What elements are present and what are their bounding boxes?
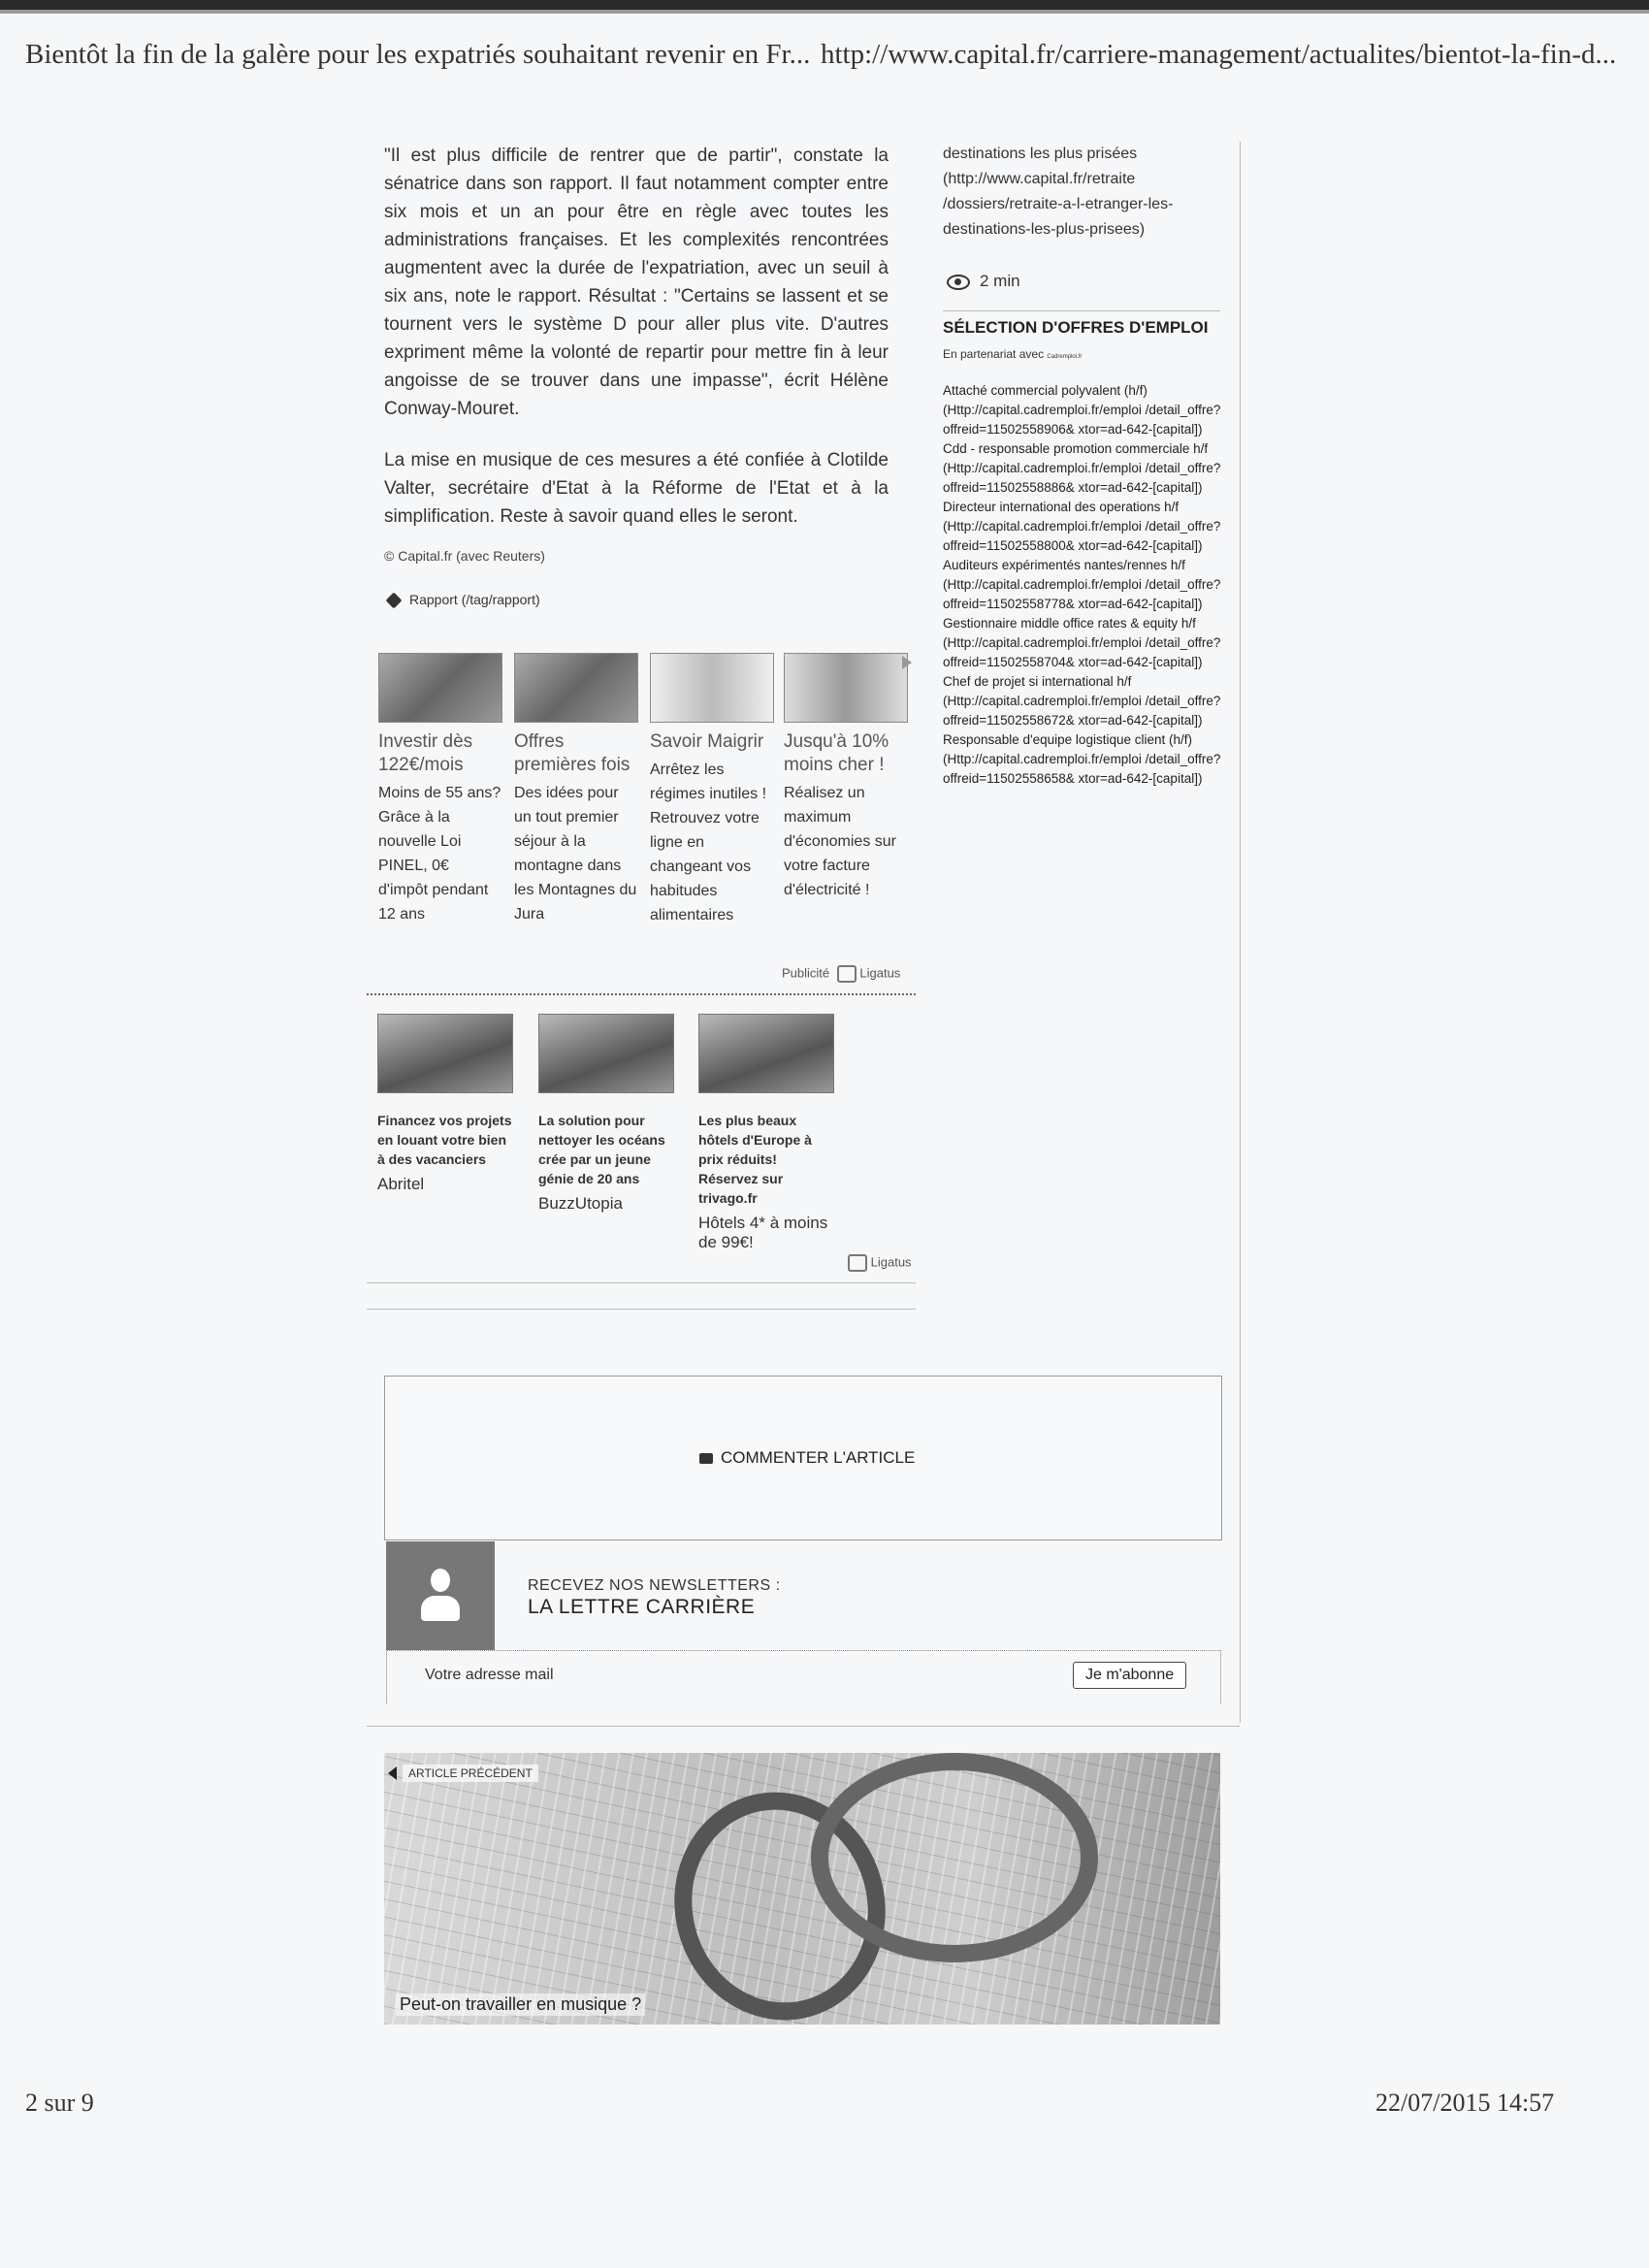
sponsored-title: La solution pour nettoyer les océans crée par un jeune génie de 20 ans: [538, 1113, 665, 1186]
ad-title: Jusqu'à 10% moins cher !: [784, 731, 889, 775]
ad-card[interactable]: [784, 653, 908, 902]
job-list: [943, 381, 1234, 789]
ligatus-logo-icon: [837, 965, 857, 983]
print-page-number: 2 sur 9: [25, 2089, 94, 2117]
comment-button-label: COMMENTER L'ARTICLE: [721, 1448, 916, 1467]
article-paragraph-2: La mise en musique de ces mesures a été confiée à Clotilde Valter, secrétaire d'Etat à la Réforme de l'Etat et à la simplification. Reste à savoir quand elles le seront.: [384, 450, 889, 527]
job-link[interactable]: Cdd - responsable promotion commerciale h/f (Http://capital.cadremploi.fr/emploi /detail_offre?offreid=11502558886& xtor=ad-642-[capital]): [943, 441, 1221, 495]
ad-card[interactable]: [378, 653, 502, 926]
sponsored-title: Financez vos projets en louant votre bien à des vacanciers: [377, 1113, 512, 1167]
job-link[interactable]: Gestionnaire middle office rates & equity h/f (Http://capital.cadremploi.fr/emploi /detail_offre?offreid=11502558704& xtor=ad-642-[capital]): [943, 616, 1221, 669]
ads-separator: [367, 993, 916, 995]
previous-article-label-text: ARTICLE PRÉCÉDENT: [403, 1765, 538, 1782]
separator: [943, 310, 1220, 311]
ad-card[interactable]: [650, 653, 774, 927]
jobs-partner-text: En partenariat avec: [943, 347, 1045, 361]
sponsored-card[interactable]: [377, 1014, 513, 1194]
tag-icon: [386, 593, 403, 609]
headphones-image: [811, 1753, 1098, 1962]
ad-text: Moins de 55 ans? Grâce à la nouvelle Loi PINEL, 0€ d'impôt pendant 12 ans: [378, 785, 501, 923]
ad-thumbnail: [784, 653, 908, 723]
ad-title: Savoir Maigrir: [650, 731, 764, 752]
jobs-title: SÉLECTION D'OFFRES D'EMPLOI: [943, 318, 1209, 337]
person-icon: [421, 1569, 460, 1625]
print-page-title: Bientôt la fin de la galère pour les expatriés souhaitant revenir en Fr...: [25, 39, 811, 70]
print-datetime: 22/07/2015 14:57: [1375, 2089, 1555, 2117]
ad-text: Arrêtez les régimes inutiles ! Retrouvez votre ligne en changeant vos habitudes alimentaires: [650, 761, 767, 923]
sponsored-extra: Hôtels 4* à moins de 99€!: [698, 1214, 828, 1251]
sponsored-title: Les plus beaux hôtels d'Europe à prix réduits! Réservez sur trivago.fr: [698, 1113, 812, 1206]
adchoices-icon[interactable]: [902, 656, 912, 669]
jobs-partner: [943, 347, 1082, 361]
sponsored-card[interactable]: [538, 1014, 674, 1214]
article-source: © Capital.fr (avec Reuters): [384, 548, 545, 564]
newsletter-border: [386, 1650, 387, 1704]
newsletter-subtitle: RECEVEZ NOS NEWSLETTERS :: [528, 1577, 781, 1594]
separator: [367, 1309, 916, 1310]
sponsored-card[interactable]: [698, 1014, 834, 1252]
ad-brand: Ligatus: [859, 965, 901, 981]
print-url: http://www.capital.fr/carriere-management/actualites/bientot-la-fin-d...: [821, 39, 1617, 70]
cadremploi-logo: Cadremploi.fr: [1047, 354, 1083, 360]
job-link[interactable]: Attaché commercial polyvalent (h/f) (Http://capital.cadremploi.fr/emploi /detail_offre?offreid=11502558906& xtor=ad-642-[capital]): [943, 383, 1221, 437]
job-link[interactable]: Responsable d'equipe logistique client (h/f) (Http://capital.cadremploi.fr/emploi /detail_offre?offreid=11502558658& xtor=ad-642-[capital]): [943, 732, 1221, 786]
job-link[interactable]: Auditeurs expérimentés nantes/rennes h/f (Http://capital.cadremploi.fr/emploi /detail_offre?offreid=11502558778& xtor=ad-642-[capital]): [943, 558, 1221, 611]
previous-article-title: Peut-on travailler en musique ?: [396, 1993, 645, 2016]
newsletter-title: LA LETTRE CARRIÈRE: [528, 1596, 756, 1618]
comment-button[interactable]: [699, 1448, 915, 1468]
previous-article[interactable]: [384, 1753, 1220, 2025]
article-body: [384, 142, 889, 554]
job-link[interactable]: Directeur international des operations h/f (Http://capital.cadremploi.fr/emploi /detail_offre?offreid=11502558800& xtor=ad-642-[capital]): [943, 500, 1221, 553]
ad-thumbnail: [514, 653, 638, 723]
ad-title: Investir dès 122€/mois: [378, 731, 473, 775]
previous-article-label: [388, 1765, 538, 1782]
sidebar-border: [1240, 142, 1241, 1723]
ad-card[interactable]: [514, 653, 638, 926]
article-tag-label: Rapport (/tag/rapport): [409, 592, 540, 607]
sponsored-source: Abritel: [377, 1175, 425, 1193]
ad-label: [782, 965, 900, 983]
email-input[interactable]: Votre adresse mail: [425, 1667, 554, 1683]
sponsored-thumbnail: [698, 1014, 834, 1093]
separator: [386, 1650, 1220, 1651]
separator: [367, 1726, 1240, 1727]
sponsored-thumbnail: [377, 1014, 513, 1093]
chevron-left-icon: [388, 1766, 397, 1780]
chat-icon: [699, 1453, 713, 1464]
newsletter-avatar: [386, 1541, 495, 1650]
ad-brand-2: [848, 1254, 912, 1272]
sponsored-thumbnail: [538, 1014, 674, 1093]
ligatus-logo-icon: [848, 1254, 867, 1272]
ad-brand-2-text: Ligatus: [870, 1254, 912, 1270]
read-time: [947, 272, 1020, 291]
related-article-link[interactable]: destinations les plus prisées (http://www.capital.fr/retraite /dossiers/retraite-a-l-etranger-les-destinations-les-plus-prisees): [943, 146, 1174, 238]
scan-top-edge: [0, 0, 1649, 10]
ad-title: Offres premières fois: [514, 731, 630, 775]
read-time-value: 2 min: [980, 272, 1020, 290]
article-tag[interactable]: [388, 592, 540, 607]
ad-text: Des idées pour un tout premier séjour à la montagne dans les Montagnes du Jura: [514, 785, 637, 923]
separator: [367, 1282, 916, 1283]
newsletter-border: [1220, 1650, 1221, 1704]
ad-label-text: Publicité: [782, 965, 830, 981]
eye-icon: [947, 275, 970, 290]
comment-box: [384, 1376, 1222, 1540]
article-paragraph-1: "Il est plus difficile de rentrer que de partir", constate la sénatrice dans son rapport. Il faut notamment compter entre six mois et un an pour être en règle avec toutes les administrations françaises. Et les complexités rencontrées augmentent avec la durée de l'expatriation, avec un seuil à six ans, note le rapport. Résultat : "Certains se lassent et se tournent vers le système D pour aller plus vite. D'autres expriment même la volonté de repartir pour mettre fin à leur angoisse de se trouver dans une impasse", écrit Hélène Conway-Mouret.: [384, 146, 889, 419]
sponsored-source: BuzzUtopia: [538, 1194, 623, 1213]
subscribe-button[interactable]: Je m'abonne: [1073, 1662, 1186, 1689]
ad-thumbnail: [378, 653, 502, 723]
ad-text: Réalisez un maximum d'économies sur votre facture d'électricité !: [784, 785, 896, 898]
job-link[interactable]: Chef de projet si international h/f (Http://capital.cadremploi.fr/emploi /detail_offre?offreid=11502558672& xtor=ad-642-[capital]): [943, 674, 1221, 728]
scan-top-edge-shadow: [0, 10, 1649, 14]
ad-thumbnail: [650, 653, 774, 723]
